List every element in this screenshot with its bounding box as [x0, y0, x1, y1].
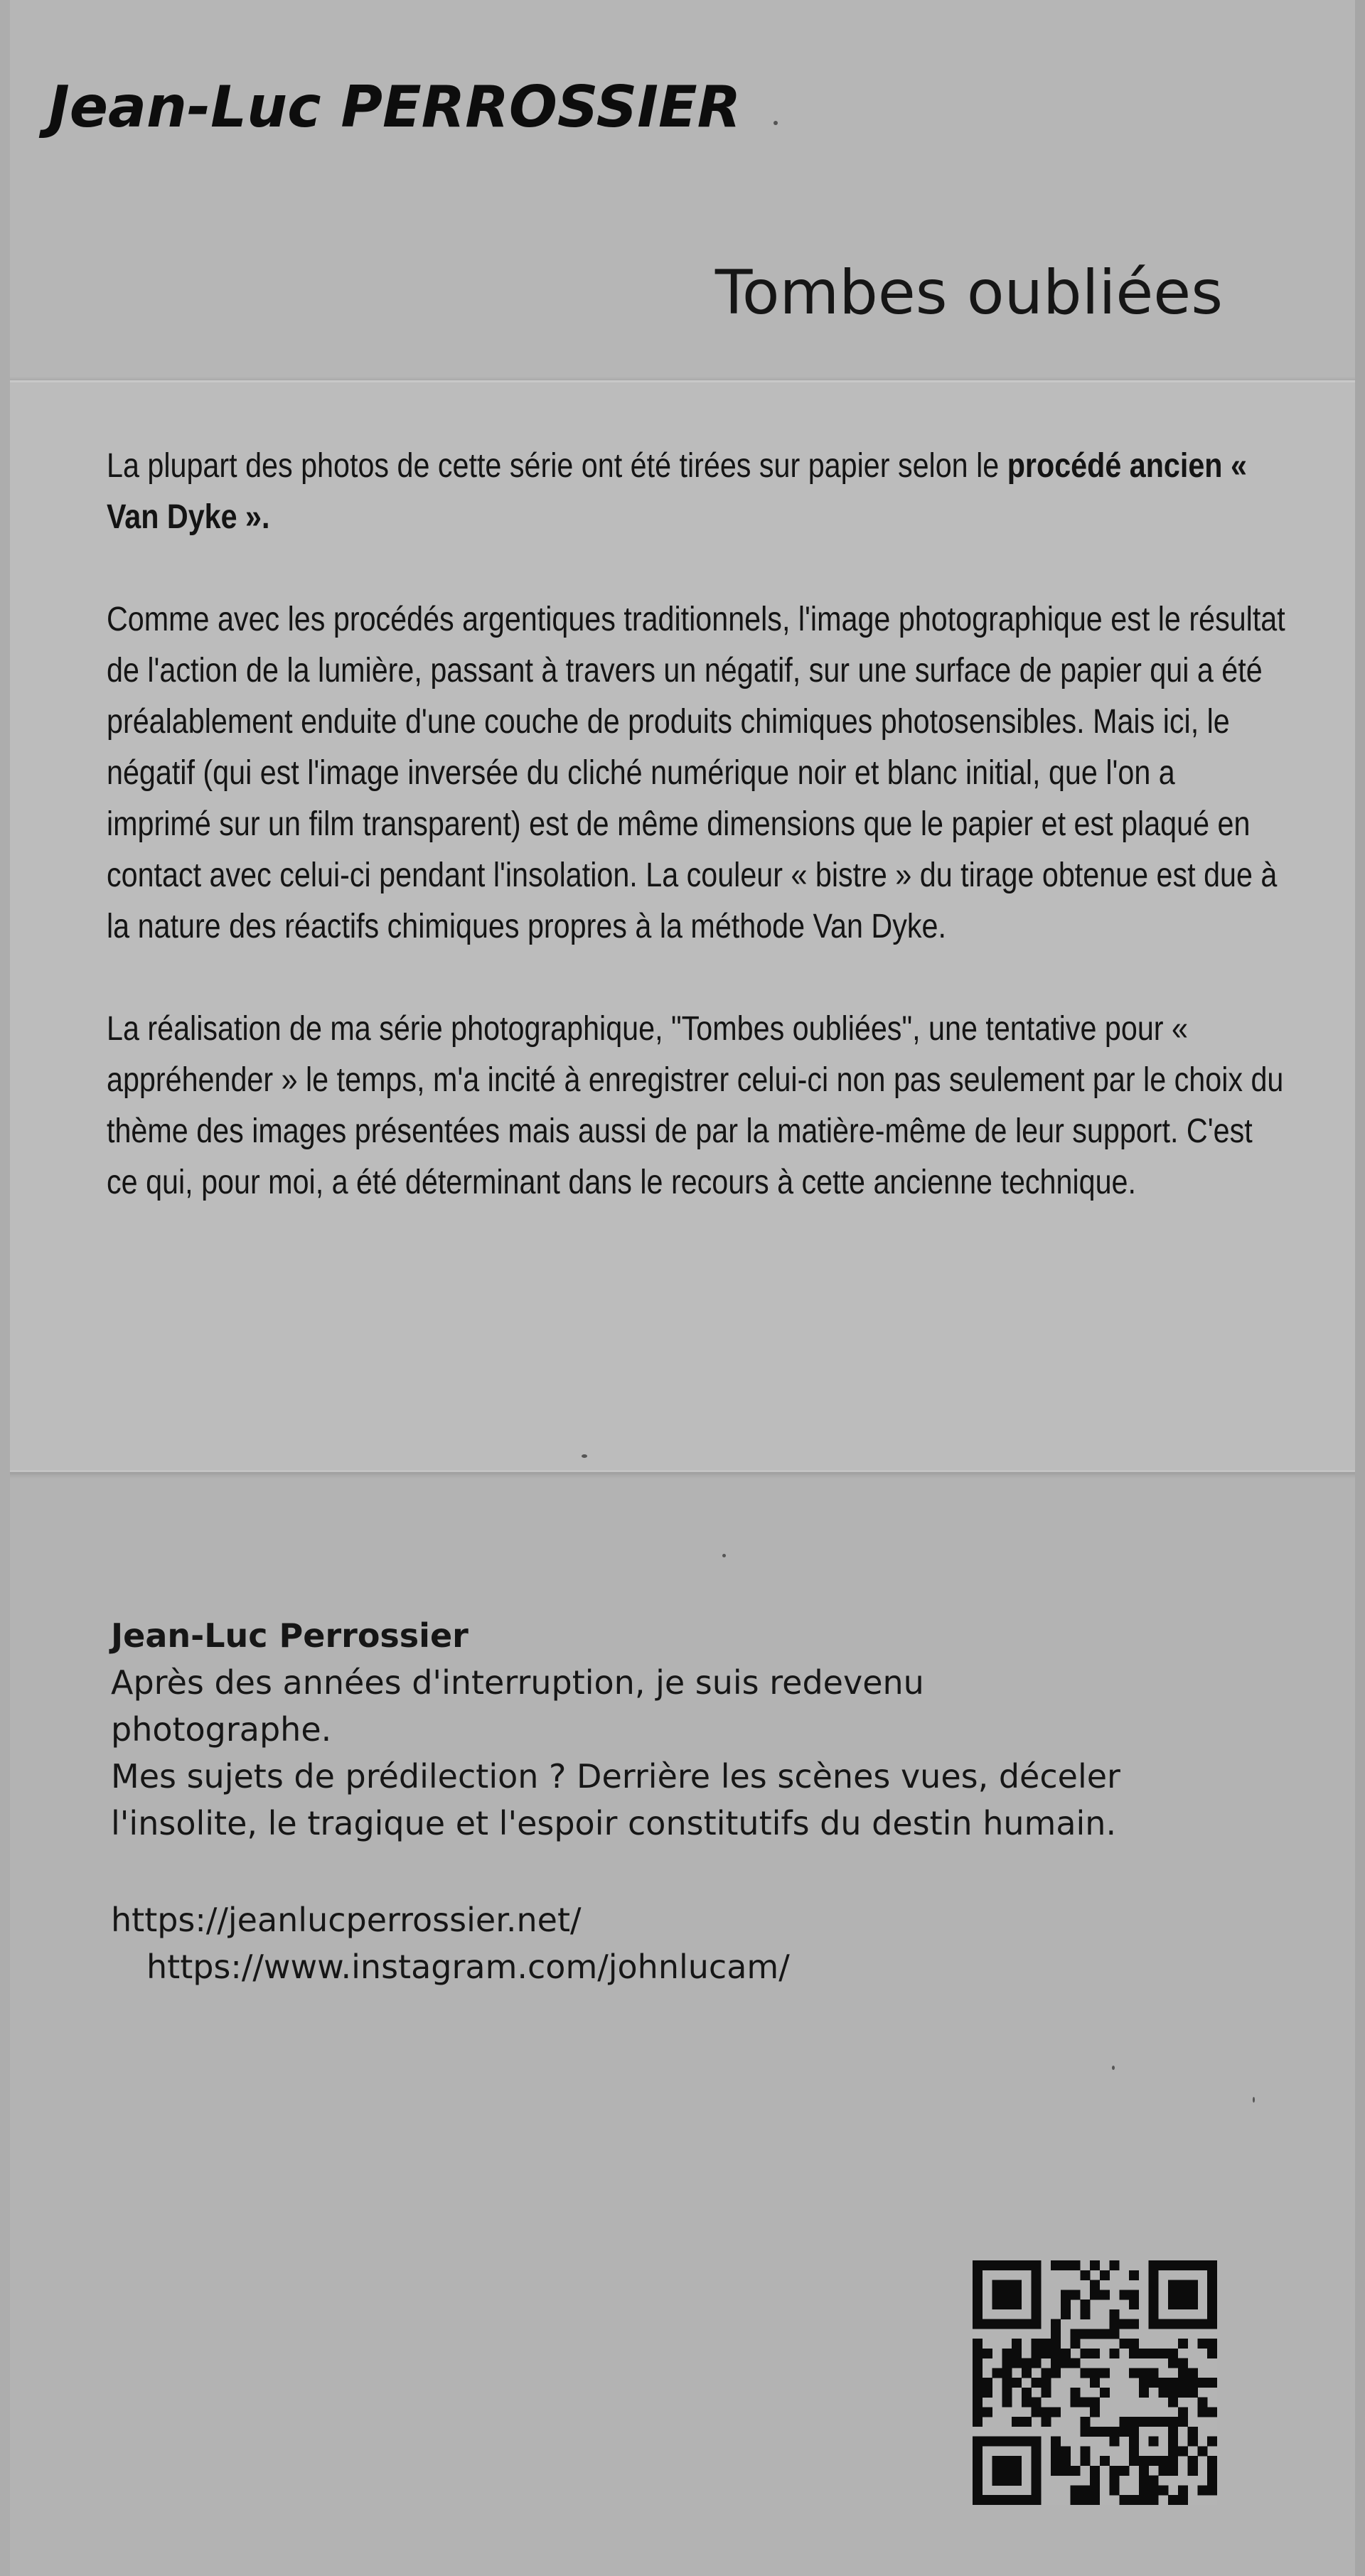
paper-speck: [582, 1454, 587, 1458]
description-paragraph-1: [107, 441, 1287, 543]
artist-links: [111, 1896, 790, 1990]
bio-line-3: Mes sujets de prédilection ? Derrière les scènes vues, déceler: [111, 1757, 1120, 1796]
website-link[interactable]: https://jeanlucperrossier.net/: [111, 1901, 582, 1939]
paper-speck: [1253, 2097, 1255, 2103]
paper-speck: [774, 121, 778, 125]
description-p1-text: La plupart des photos de cette série ont été tirées sur papier selon le: [107, 447, 1007, 485]
description-paragraph-2: Comme avec les procédés argentiques traditionnels, l'image photographique est le résultat de l'action de la lumière, passant à travers un négatif, sur une surface de papier qui a été préalablement enduite d'une couche de produits chimiques photosensibles. Mais ici, le négatif (qui est l'image inversée du cliché numérique noir et blanc initial, que l'on a imprimé sur un film transparent) est de même dimensions que le papier et est plaqué en contact avec celui-ci pendant l'insolation. La couleur « bistre » du tirage obtenue est due à la nature des réactifs chimiques propres à la méthode Van Dyke.: [107, 601, 1285, 945]
qr-code-graphic: [973, 2260, 1217, 2505]
header-panel: [0, 0, 1365, 387]
artist-bio: [111, 1612, 1320, 1847]
instagram-link[interactable]: https://www.instagram.com/johnlucam/: [146, 1948, 790, 1986]
bio-line-2: photographe.: [111, 1710, 332, 1749]
qr-code-icon[interactable]: [973, 2260, 1217, 2505]
description-paragraph-3: La réalisation de ma série photographique, "Tombes oubliées", une tentative pour « appréhender » le temps, m'a incité à enregistrer celui-ci non pas seulement par le choix du thème des images présentées mais aussi de par la matière-même de leur support. C'est ce qui, pour moi, a été déterminant dans le recours à cette ancienne technique.: [107, 1010, 1284, 1201]
description-p1-bold: procédé ancien « Van Dyke ».: [107, 447, 1247, 536]
bio-line-4: l'insolite, le tragique et l'espoir constitutifs du destin humain.: [111, 1804, 1117, 1842]
series-title: Tombes oubliées: [714, 257, 1223, 328]
card-edge-right: [1355, 0, 1365, 2576]
paper-speck: [1112, 2066, 1115, 2070]
paper-speck: [722, 1554, 726, 1557]
bio-line-1: Après des années d'interruption, je suis redevenu: [111, 1663, 924, 1702]
bio-name: Jean-Luc Perrossier: [111, 1616, 469, 1655]
card-edge-left: [0, 0, 10, 2576]
artist-name: Jean-Luc PERROSSIER: [48, 74, 742, 140]
description-text: [107, 441, 1285, 1260]
